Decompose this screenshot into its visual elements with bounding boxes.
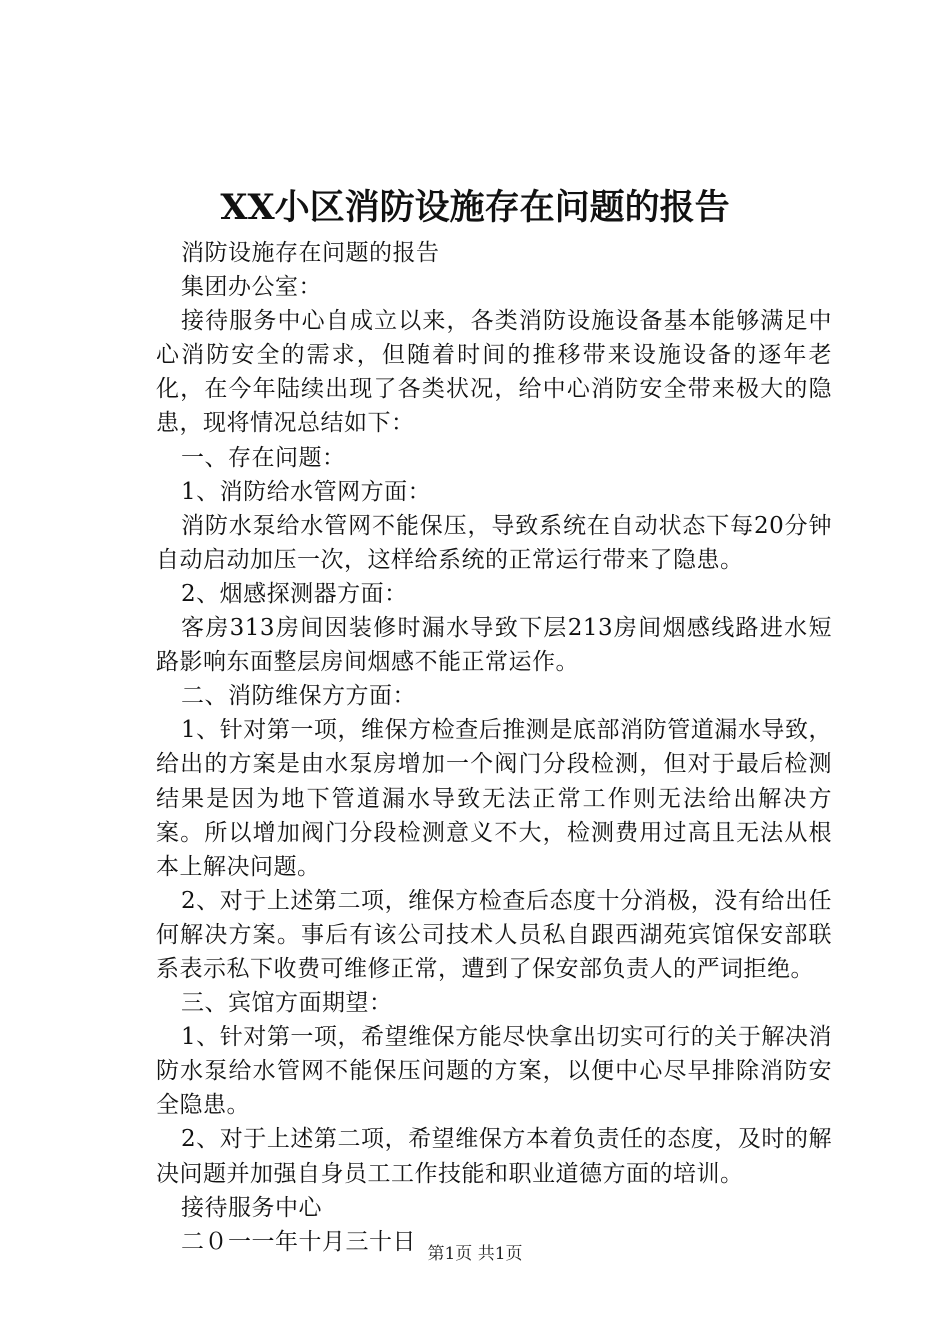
expectation-item-1-paragraph: 1、针对第一项，希望维保方能尽快拿出切实可行的关于解决消防水泵给水管网不能保压问题的方案，以便中心尽早排除消防安全隐患。: [156, 1024, 832, 1119]
document-body: [156, 236, 832, 1259]
section-heading-expectations: 三、宾馆方面期望：: [181, 990, 393, 1017]
subsection-heading-water-pipe: 1、消防给水管网方面：: [181, 478, 432, 505]
signature-date: 二０一一年十月三十日: [181, 1228, 416, 1255]
recipient-line: 集团办公室：: [181, 274, 322, 301]
maintenance-item-1-paragraph: 1、针对第一项，维保方检查后推测是底部消防管道漏水导致，给出的方案是由水泵房增加一个阀门分段检测，但对于最后检测结果是因为地下管道漏水导致无法正常工作则无法给出解决方案。所以增加阀门分段检测意义不大，检测费用过高且无法从根本上解决问题。: [156, 717, 832, 880]
expectation-item-2-paragraph: 2、对于上述第二项，希望维保方本着负责任的态度，及时的解决问题并加强自身员工工作技能和职业道德方面的培训。: [156, 1126, 832, 1187]
intro-paragraph: 接待服务中心自成立以来，各类消防设施设备基本能够满足中心消防安全的需求，但随着时间的推移带来设施设备的逐年老化，在今年陆续出现了各类状况，给中心消防安全带来极大的隐患，现将情况总结如下：: [156, 308, 832, 437]
report-subtitle: 消防设施存在问题的报告: [181, 240, 440, 266]
water-pipe-paragraph: 消防水泵给水管网不能保压，导致系统在自动状态下每20分钟自动启动加压一次，这样给系统的正常运行带来了隐患。: [156, 512, 832, 573]
maintenance-item-2-paragraph: 2、对于上述第二项，维保方检查后态度十分消极，没有给出任何解决方案。事后有该公司技术人员私自跟西湖苑宾馆保安部联系表示私下收费可维修正常，遭到了保安部负责人的严词拒绝。: [156, 887, 832, 982]
page-footer: 第1页 共1页: [427, 1244, 523, 1264]
smoke-detector-paragraph: 客房313房间因装修时漏水导致下层213房间烟感线路进水短路影响东面整层房间烟感不能正常运作。: [156, 615, 832, 676]
subsection-heading-smoke-detector: 2、烟感探测器方面：: [181, 580, 408, 607]
signature-organization: 接待服务中心: [181, 1194, 322, 1221]
document-title: XX小区消防设施存在问题的报告: [220, 187, 730, 228]
section-heading-maintenance: 二、消防维保方方面：: [181, 683, 416, 710]
section-heading-problems: 一、存在问题：: [181, 444, 346, 471]
